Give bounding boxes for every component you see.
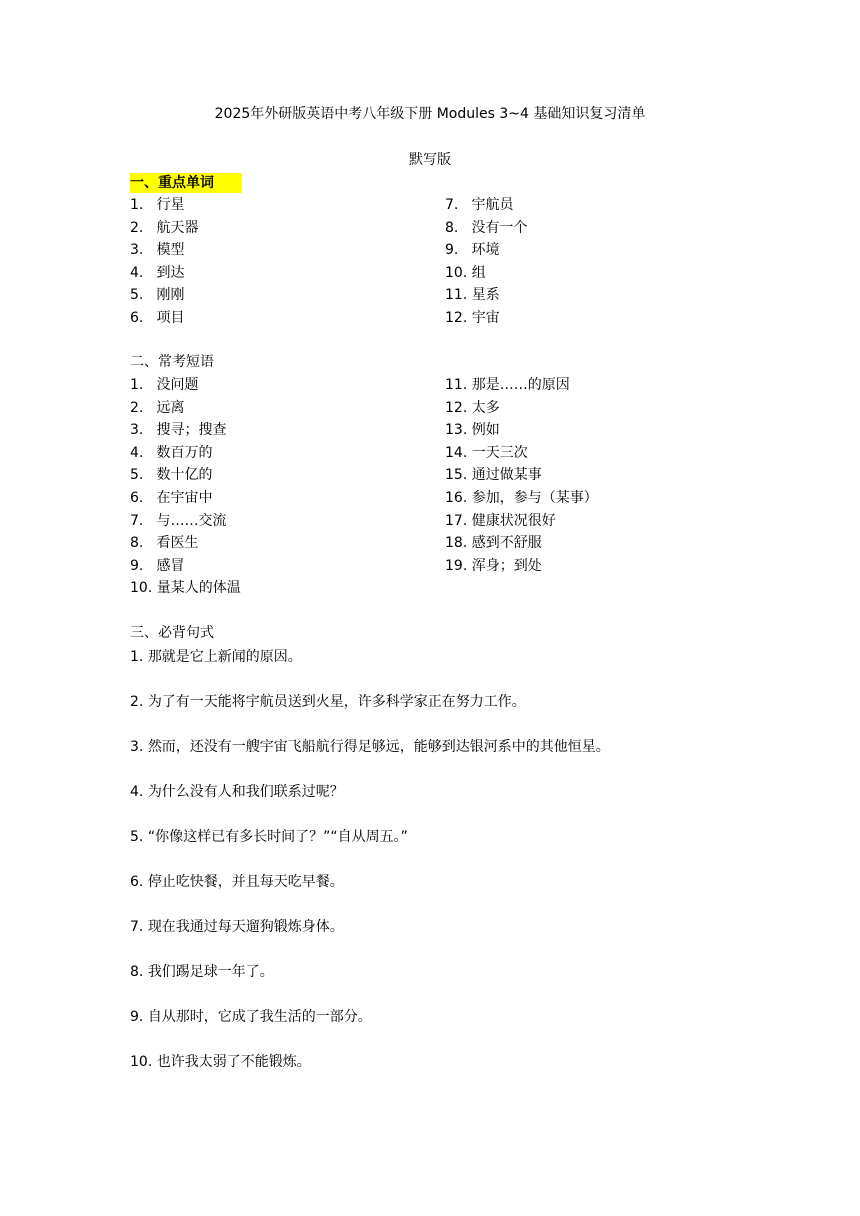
list-item: 7. 现在我通过每天遛狗锻炼身体。 bbox=[130, 919, 344, 935]
list-item: 5. “你像这样已有多长时间了？”“自从周五。” bbox=[130, 829, 408, 845]
list-item: 8. 看医生 bbox=[130, 535, 199, 552]
list-item: 12. 宇宙 bbox=[445, 309, 500, 326]
list-item: 10. 量某人的体温 bbox=[130, 580, 241, 597]
list-item: 4. 到达 bbox=[130, 264, 185, 281]
section3-sentence-list bbox=[130, 646, 610, 1096]
list-item: 3. 模型 bbox=[130, 242, 185, 259]
document-title: 2025年外研版英语中考八年级下册 Modules 3~4 基础知识复习清单 bbox=[214, 106, 646, 122]
list-item: 1. 那就是它上新闻的原因。 bbox=[130, 649, 302, 665]
list-item: 11. 那是……的原因 bbox=[445, 377, 570, 393]
list-item: 3. 搜寻；搜查 bbox=[130, 422, 227, 439]
list-item: 14. 一天三次 bbox=[445, 444, 528, 461]
list-item: 9. 环境 bbox=[445, 242, 500, 259]
document-subtitle: 默写版 bbox=[409, 152, 451, 168]
list-item: 1. 没问题 bbox=[130, 377, 199, 393]
list-item: 8. 我们踢足球一年了。 bbox=[130, 964, 274, 980]
list-item: 19. 浑身；到处 bbox=[445, 557, 542, 574]
list-item: 2. 为了有一天能将宇航员送到火星，许多科学家正在努力工作。 bbox=[130, 694, 526, 710]
list-item: 4. 为什么没有人和我们联系过呢？ bbox=[130, 784, 344, 800]
section1-left-list bbox=[130, 194, 198, 330]
list-item: 6. 停止吃快餐，并且每天吃早餐。 bbox=[130, 874, 344, 890]
list-item: 3. 然而，还没有一艘宇宙飞船航行得足够远，能够到达银河系中的其他恒星。 bbox=[130, 739, 610, 755]
section3-heading: 三、必背句式 bbox=[130, 625, 214, 641]
list-item: 2. 远离 bbox=[130, 399, 185, 416]
list-item: 5. 刚刚 bbox=[130, 287, 185, 304]
list-item: 17. 健康状况很好 bbox=[445, 512, 556, 529]
list-item: 10. 也许我太弱了不能锻炼。 bbox=[130, 1054, 311, 1070]
list-item: 6. 在宇宙中 bbox=[130, 489, 213, 506]
list-item: 9. 自从那时，它成了我生活的一部分。 bbox=[130, 1009, 372, 1025]
list-item: 10. 组 bbox=[445, 264, 486, 281]
list-item: 4. 数百万的 bbox=[130, 444, 213, 461]
list-item: 18. 感到不舒服 bbox=[445, 535, 542, 552]
list-item: 15. 通过做某事 bbox=[445, 467, 542, 484]
list-item: 12. 太多 bbox=[445, 399, 500, 416]
list-item: 7. 宇航员 bbox=[445, 197, 514, 213]
list-item: 5. 数十亿的 bbox=[130, 467, 213, 484]
section2-left-list bbox=[130, 374, 241, 600]
section1-right-list bbox=[445, 194, 527, 330]
list-item: 11. 星系 bbox=[445, 287, 500, 304]
list-item: 9. 感冒 bbox=[130, 557, 185, 574]
list-item: 6. 项目 bbox=[130, 309, 185, 326]
list-item: 1. 行星 bbox=[130, 197, 185, 213]
list-item: 8. 没有一个 bbox=[445, 219, 528, 236]
section2-right-list bbox=[445, 374, 598, 577]
list-item: 13. 例如 bbox=[445, 422, 500, 439]
section2-heading: 二、常考短语 bbox=[130, 354, 214, 370]
list-item: 7. 与……交流 bbox=[130, 512, 227, 529]
list-item: 16. 参加，参与（某事） bbox=[445, 489, 598, 506]
section1-heading: 一、重点单词 bbox=[130, 173, 242, 193]
list-item: 2. 航天器 bbox=[130, 219, 199, 236]
